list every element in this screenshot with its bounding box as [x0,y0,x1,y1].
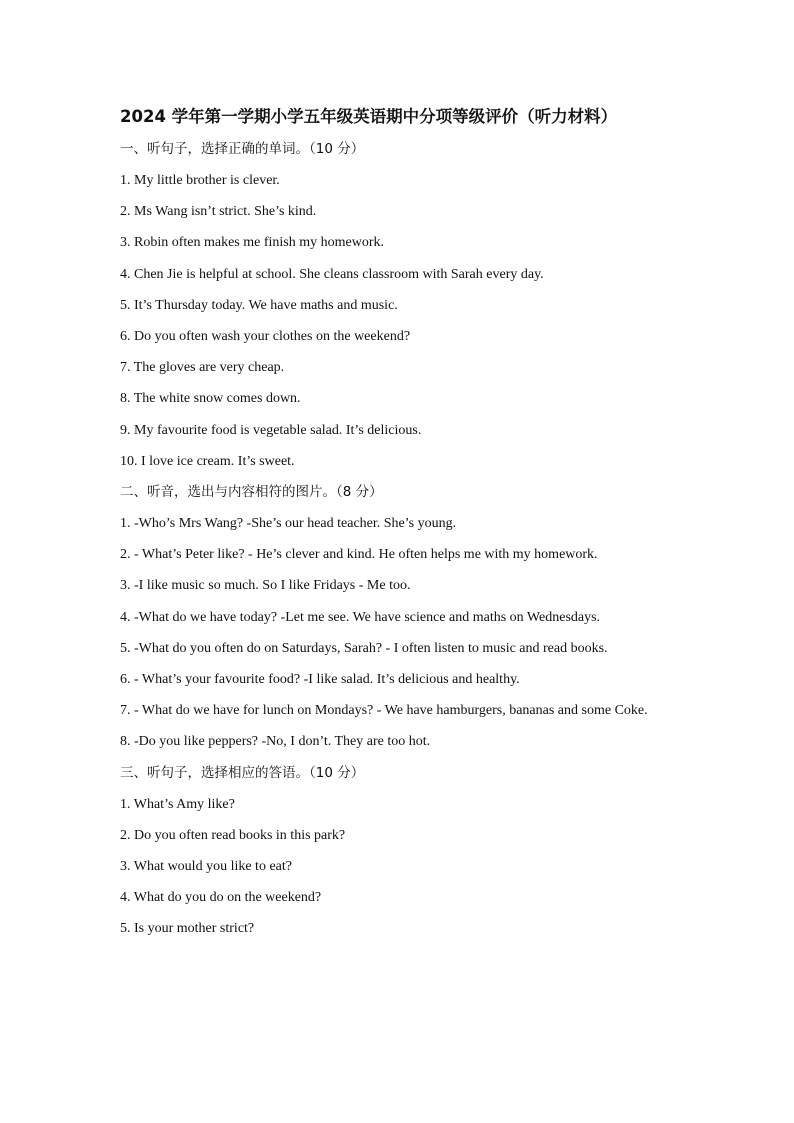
section-2 [120,477,676,758]
list-item: 4. Chen Jie is helpful at school. She cleans classroom with Sarah every day. [120,266,544,282]
list-item: 2. Ms Wang isn’t strict. She’s kind. [120,204,317,220]
section-3 [120,758,676,945]
list-item: 8. -Do you like peppers? -No, I don’t. They are too hot. [120,734,431,750]
section-heading: 二、听音，选出与内容相符的图片。（8 分） [120,484,383,501]
list-item: 9. My favourite food is vegetable salad. It’s delicious. [120,422,422,438]
list-item: 5. -What do you often do on Saturdays, Sarah? - I often listen to music and read books. [120,640,608,656]
list-item: 2. - What’s Peter like? - He’s clever and kind. He often helps me with my homework. [120,547,598,563]
list-item: 1. -Who’s Mrs Wang? -She’s our head teacher. She’s young. [120,516,457,532]
list-item: 1. My little brother is clever. [120,173,280,188]
list-item: 5. Is your mother strict? [120,921,255,937]
list-item: 2. Do you often read books in this park? [120,827,346,843]
list-item: 10. I love ice cream. It’s sweet. [120,453,295,469]
list-item: 5. It’s Thursday today. We have maths and music. [120,297,398,313]
list-item: 6. - What’s your favourite food? -I like salad. It’s delicious and healthy. [120,672,520,688]
document-page [120,104,676,945]
list-item: 3. -I like music so much. So I like Fridays - Me too. [120,578,411,594]
section-heading: 一、听句子，选择正确的单词。（10 分） [120,141,365,157]
list-item: 7. The gloves are very cheap. [120,360,285,376]
list-item: 7. - What do we have for lunch on Mondays? - We have hamburgers, bananas and some Coke. [120,703,648,719]
document-title: 2024 学年第一学期小学五年级英语期中分项等级评价（听力材料） [120,107,618,126]
list-item: 6. Do you often wash your clothes on the weekend? [120,329,411,345]
section-heading: 三、听句子，选择相应的答语。（10 分） [120,764,365,781]
section-1 [120,134,676,477]
list-item: 4. What do you do on the weekend? [120,890,322,906]
list-item: 1. What’s Amy like? [120,796,235,812]
list-item: 3. Robin often makes me finish my homework. [120,235,385,251]
list-item: 8. The white snow comes down. [120,391,301,407]
list-item: 4. -What do we have today? -Let me see. We have science and maths on Wednesdays. [120,609,601,625]
list-item: 3. What would you like to eat? [120,859,292,875]
